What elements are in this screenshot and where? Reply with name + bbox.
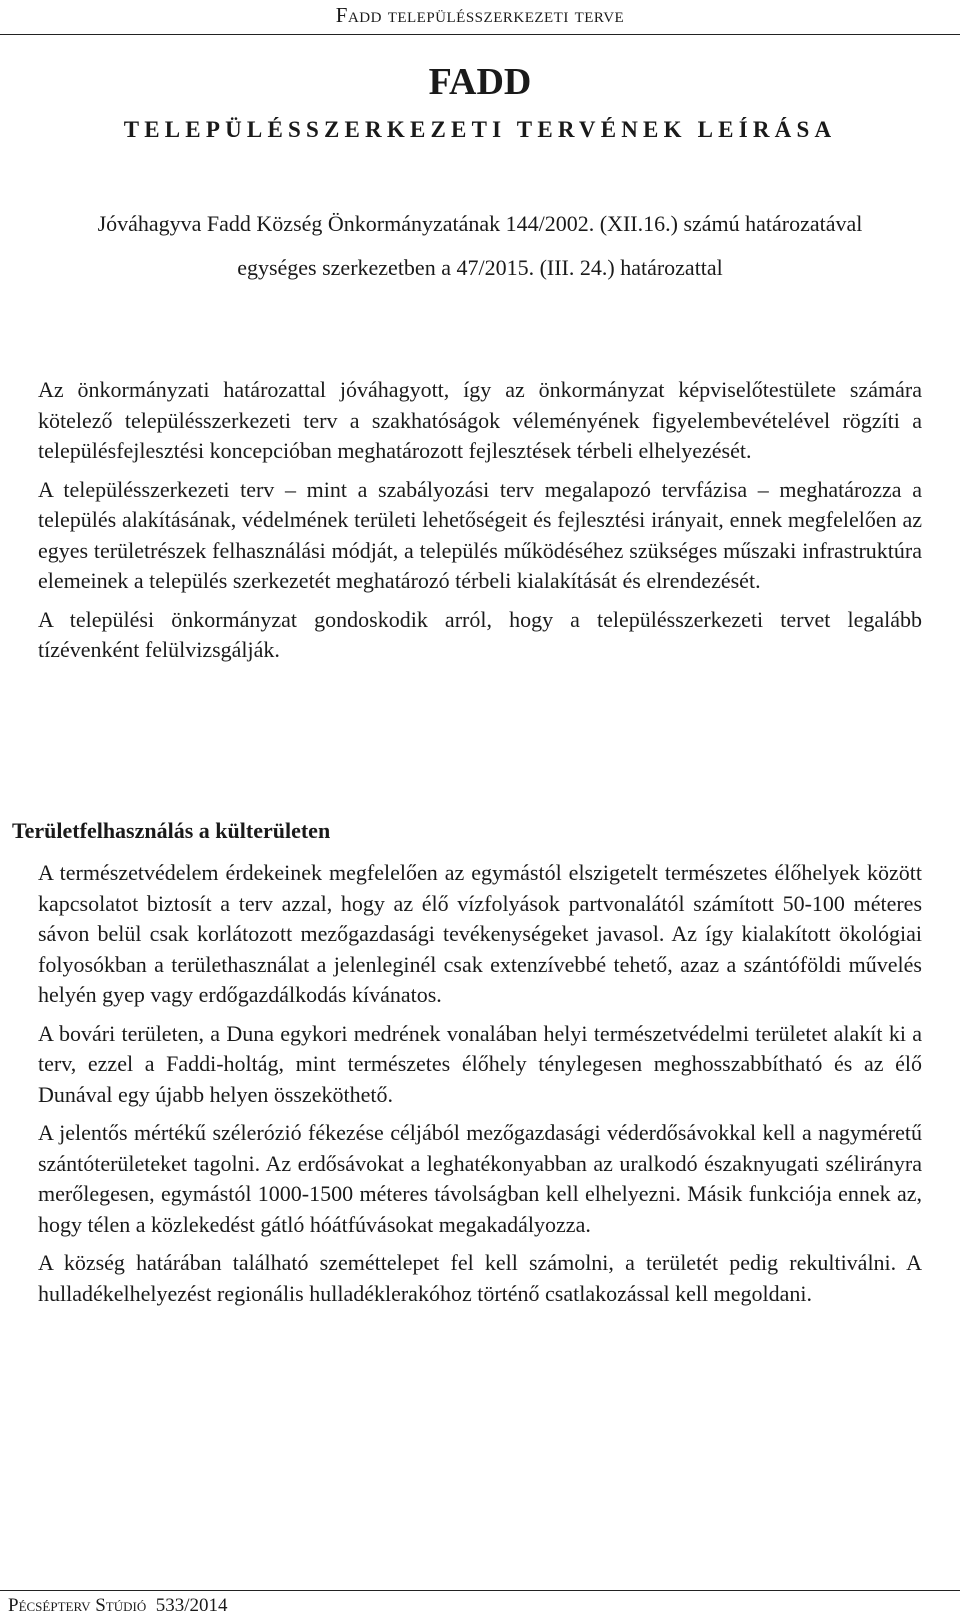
intro-paragraph: A településszerkezeti terv – mint a szabályozási terv megalapozó tervfázisa – meghatározza a település alakításának, védelmének területi lehetőségeit és fejlesztési irányait, ennek megfelelően az egyes területrészek felhasználási módját, a település működéséhez szükséges műszaki infrastruktúra elemeinek a település szerkezetét meghatározó térbeli kialakítását és elrendezését.: [38, 476, 922, 593]
approval-line-2: egységes szerkezetben a 47/2015. (III. 24.) határozattal: [237, 255, 723, 280]
intro-paragraph: Az önkormányzati határozattal jóváhagyott, így az önkormányzat képviselőtestülete számára kötelező településszerkezeti terv a szakhatóságok véleményének figyelembevételével rögzíti a településfejlesztési koncepcióban meghatározott fejlesztések térbeli elhelyezését.: [38, 377, 922, 463]
intro-paragraph: A települési önkormányzat gondoskodik arról, hogy a településszerkezeti tervet legalább tízévenként felülvizsgálják.: [38, 606, 922, 662]
approval-note: [38, 208, 922, 284]
approval-line-1: Jóváhagyva Fadd Község Önkormányzatának 144/2002. (XII.16.) számú határozatával: [97, 211, 863, 236]
section-body: [38, 858, 922, 1317]
document-subtitle: TELEPÜLÉSSZERKEZETI TERVÉNEK LEÍRÁSA: [123, 117, 837, 142]
section-heading: Területfelhasználás a külterületen: [12, 818, 331, 843]
section-paragraph: A természetvédelem érdekeinek megfelelően az egymástól elszigetelt természetes élőhelyek között kapcsolatot biztosít a terv azzal, hogy az élő vízfolyások partvonalától számított 50-100 méteres sávon belül csak korlátozott mezőgazdasági tevékenységeket javasol. Az így kialakított ökológiai folyosókban a területhasználat a jelenleginél csak extenzívebbé tehető, azaz a szántóföldi művelés helyén gyep vagy erdőgazdálkodás kívánatos.: [38, 860, 922, 1007]
footer-text: Pécsépterv Stúdió 533/2014: [8, 1595, 228, 1616]
running-header-title: Fadd településszerkezeti terve: [335, 3, 625, 27]
title-block: [0, 58, 960, 146]
running-header: [0, 0, 960, 35]
running-footer: [0, 1590, 960, 1624]
section-paragraph: A jelentős mértékű szélerózió fékezése céljából mezőgazdasági véderdősávokkal kell a nagyméretű szántóterületeket tagolni. Az erdősávokat a leghatékonyabban az uralkodó északnyugati szélirányra merőlegesen, egymástól 1000-1500 méteres távolságban kell elhelyezni. Másik funkciója ennek az, hogy télen a közlekedést gátló hóátfúvásokat megakadályozza.: [38, 1120, 922, 1237]
document-title: FADD: [428, 61, 532, 103]
section-paragraph: A bovári területen, a Duna egykori medrének vonalában helyi természetvédelmi területet alakít ki a terv, ezzel a Faddi-holtág, mint természetes élőhely ténylegesen meghosszabbítható és az élő Dunával egy újabb helyen összeköthető.: [38, 1020, 922, 1107]
section-paragraph: A község határában található szeméttelepet fel kell számolni, a területét pedig rekultiválni. A hulladékelhelyezést regionális hulladéklerakóhoz történő csatlakozással kell megoldani.: [38, 1250, 922, 1306]
intro-section: [38, 375, 922, 674]
